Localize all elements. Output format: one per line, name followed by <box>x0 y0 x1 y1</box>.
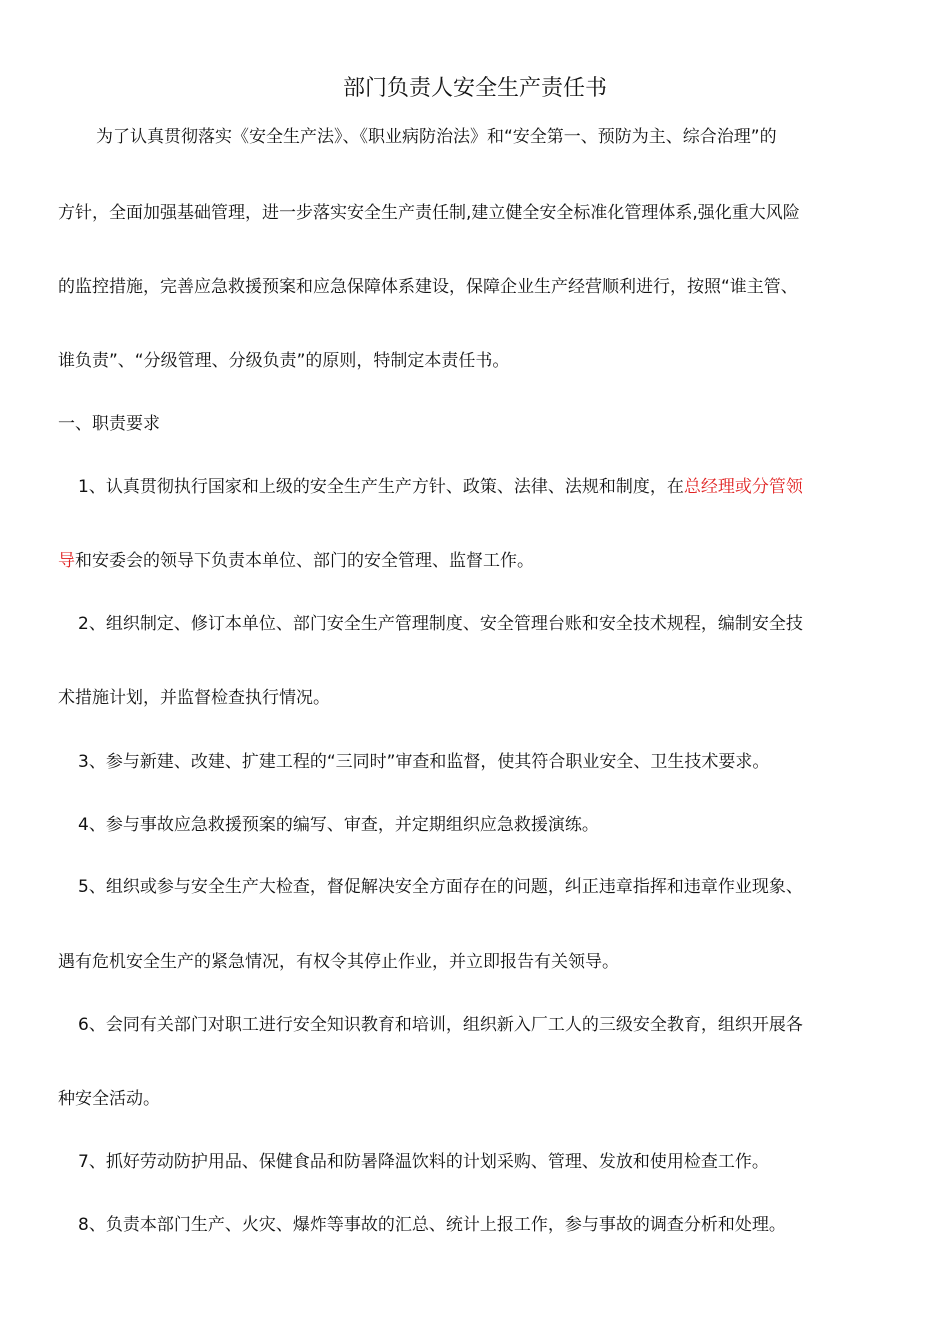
item-5-line-1: 5、组织或参与安全生产大检查，督促解决安全方面存在的问题，纠正违章指挥和违章作业现象、 <box>78 877 803 897</box>
item-6-line-1: 6、会同有关部门对职工进行安全知识教育和培训，组织新入厂工人的三级安全教育，组织开展各 <box>78 1015 803 1035</box>
document-title: 部门负责人安全生产责任书 <box>342 76 607 101</box>
section-heading: 一、职责要求 <box>58 414 160 434</box>
item-1-highlight: 总经理或分管领 <box>683 477 803 497</box>
item-6-line-2: 种安全活动。 <box>58 1089 160 1109</box>
item-8-line-1: 8、负责本部门生产、火灾、爆炸等事故的汇总、统计上报工作，参与事故的调查分析和处理。 <box>78 1215 786 1235</box>
item-1-text-cont: 和安委会的领导下负责本单位、部门的安全管理、监督工作。 <box>75 551 534 571</box>
item-7-line-1: 7、抓好劳动防护用品、保健食品和防暑降温饮料的计划采购、管理、发放和使用检查工作。 <box>78 1152 769 1172</box>
item-5-line-2: 遇有危机安全生产的紧急情况，有权令其停止作业，并立即报告有关领导。 <box>58 952 619 972</box>
item-1-line-1 <box>78 474 803 500</box>
item-2-line-2: 术措施计划，并监督检查执行情况。 <box>58 688 330 708</box>
intro-line-2: 方针，全面加强基础管理，进一步落实安全生产责任制,建立健全安全标准化管理体系,强化重大风险 <box>58 203 800 223</box>
item-2-line-1: 2、组织制定、修订本单位、部门安全生产管理制度、安全管理台账和安全技术规程，编制安全技 <box>78 614 803 634</box>
intro-line-4: 谁负责”、“分级管理、分级负责”的原则，特制定本责任书。 <box>58 351 510 371</box>
item-1-text: 1、认真贯彻执行国家和上级的安全生产生产方针、政策、法律、法规和制度，在 <box>78 477 684 497</box>
item-1-line-2 <box>58 548 534 574</box>
item-1-highlight-cont: 导 <box>58 551 75 571</box>
item-3-line-1: 3、参与新建、改建、扩建工程的“三同时”审查和监督，使其符合职业安全、卫生技术要求。 <box>78 752 770 772</box>
item-4-line-1: 4、参与事故应急救援预案的编写、审查，并定期组织应急救援演练。 <box>78 815 599 835</box>
intro-line-1: 为了认真贯彻落实《安全生产法》、《职业病防治法》和“安全第一、预防为主、综合治理”的 <box>96 127 777 147</box>
intro-line-3: 的监控措施，完善应急救援预案和应急保障体系建设，保障企业生产经营顺利进行，按照“谁主管、 <box>58 277 798 297</box>
